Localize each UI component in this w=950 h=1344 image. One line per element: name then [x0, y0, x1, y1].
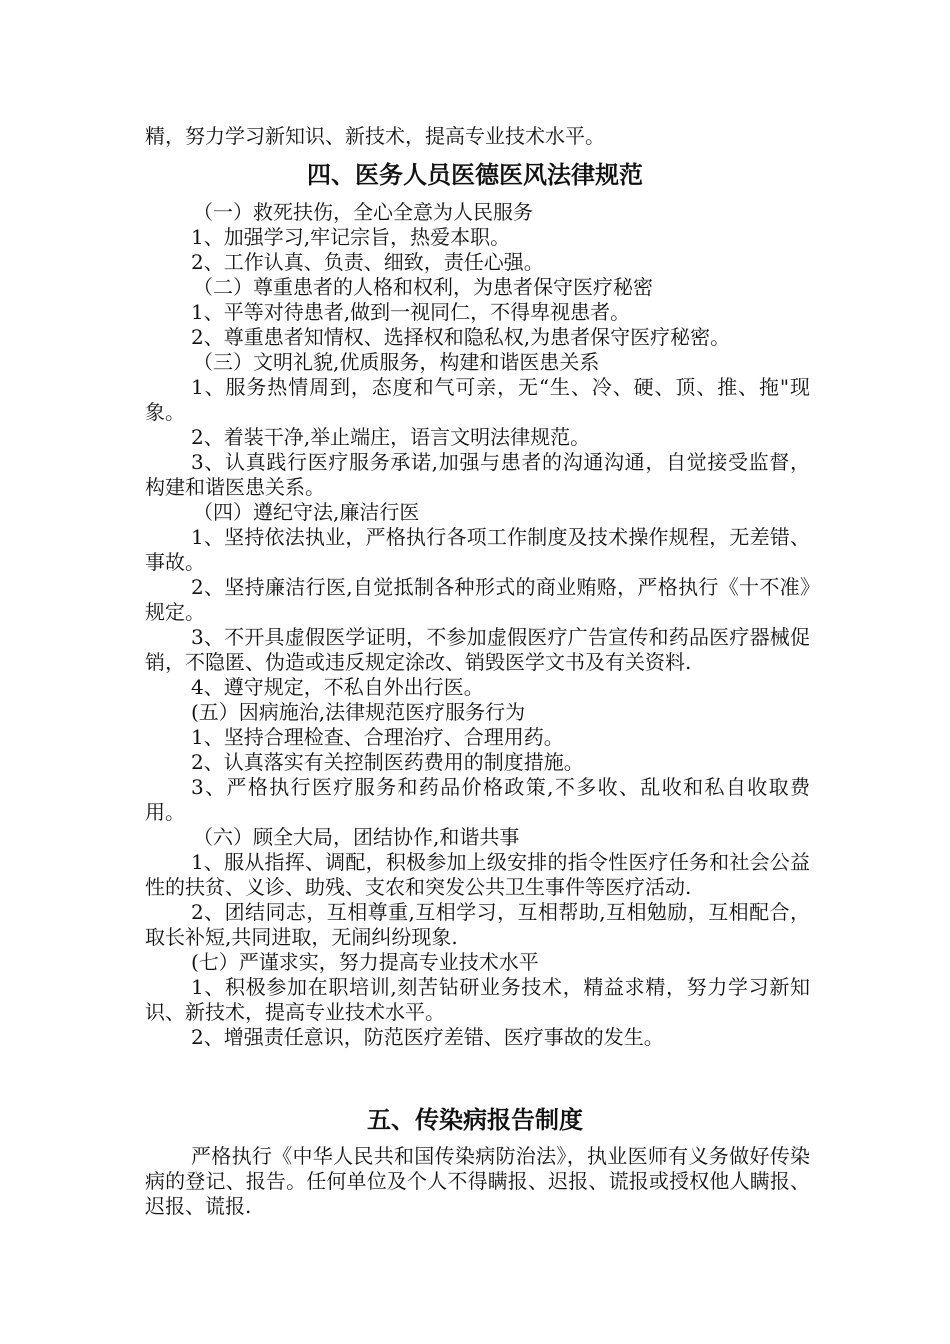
section-5-title: 五、传染病报告制度: [367, 1106, 583, 1134]
list-item: 1、积极参加在职培训,刻苦钻研业务技术，精益求精，努力学习新知识、新技术，提高专业技术水平。: [145, 975, 810, 1024]
list-item: 1、服从指挥、调配，积极参加上级安排的指令性医疗任务和社会公益性的扶贫、义诊、助残、支农和突发公共卫生事件等医疗活动.: [145, 850, 810, 899]
list-item: 1、平等对待患者,做到一视同仁，不得卑视患者。: [191, 300, 631, 324]
list-item: 3、不开具虚假医学证明，不参加虚假医疗广告宣传和药品医疗器械促销，不隐匿、伪造或违反规定涂改、销毁医学文书及有关资料.: [145, 625, 810, 674]
section-4-title: 四、医务人员医德医风法律规范: [307, 161, 643, 189]
subsection-heading: （三）文明礼貌,优质服务，构建和谐医患关系: [193, 350, 600, 374]
list-item: 2、团结同志，互相尊重,互相学习，互相帮助,互相勉励，互相配合，取长补短,共同进取，无闹纠纷现象.: [145, 900, 810, 949]
section-5-paragraph: 严格执行《中华人民共和国传染病防治法》，执业医师有义务做好传染病的登记、报告。任何单位及个人不得瞒报、迟报、谎报或授权他人瞒报、迟报、谎报.: [145, 1144, 810, 1218]
list-item: (五）因病施治,法律规范医疗服务行为: [191, 700, 526, 724]
list-item: 3、认真践行医疗服务承诺,加强与患者的沟通沟通，自觉接受监督，构建和谐医患关系。: [145, 450, 810, 499]
continuation-line: 精，努力学习新知识、新技术，提高专业技术水平。: [145, 124, 605, 148]
list-item: 1、坚持依法执业，严格执行各项工作制度及技术操作规程，无差错、事故。: [145, 525, 810, 574]
list-item: 2、工作认真、负责、细致，责任心强。: [191, 250, 544, 274]
subsection-heading: （四）遵纪守法,廉洁行医: [193, 500, 420, 524]
subsection-heading: （二）尊重患者的人格和权利，为患者保守医疗秘密: [193, 275, 653, 299]
subsection-heading: （一）救死扶伤，全心全意为人民服务: [193, 200, 533, 224]
list-item: 2、认真落实有关控制医药费用的制度措施。: [191, 750, 584, 774]
continuation-text: [145, 124, 810, 149]
list-item: 2、增强责任意识，防范医疗差错、医疗事故的发生。: [191, 1025, 664, 1049]
list-item: 4、遵守规定，不私自外出行医。: [191, 675, 484, 699]
list-item: 1、坚持合理检查、合理治疗、合理用药。: [191, 725, 564, 749]
list-item: 1、加强学习,牢记宗旨，热爱本职。: [191, 225, 511, 249]
list-item: 2、尊重患者知情权、选择权和隐私权,为患者保守医疗秘密。: [191, 325, 731, 349]
section-5-body: [145, 1144, 810, 1219]
list-item: 2、着装干净,举止端庄，语言文明法律规范。: [191, 425, 591, 449]
list-item: 3、严格执行医疗服务和药品价格政策,不多收、乱收和私自收取费用。: [145, 775, 810, 824]
list-item: 1、服务热情周到，态度和气可亲，无“生、冷、硬、顶、推、拖"现象。: [145, 375, 810, 424]
section-4-body: [145, 200, 810, 1050]
list-item: (七）严谨求实，努力提高专业技术水平: [191, 950, 539, 974]
subsection-heading: （六）顾全大局，团结协作,和谐共事: [193, 825, 520, 849]
list-item: 2、坚持廉洁行医,自觉抵制各种形式的商业贿赂，严格执行《十不准》规定。: [145, 575, 810, 624]
